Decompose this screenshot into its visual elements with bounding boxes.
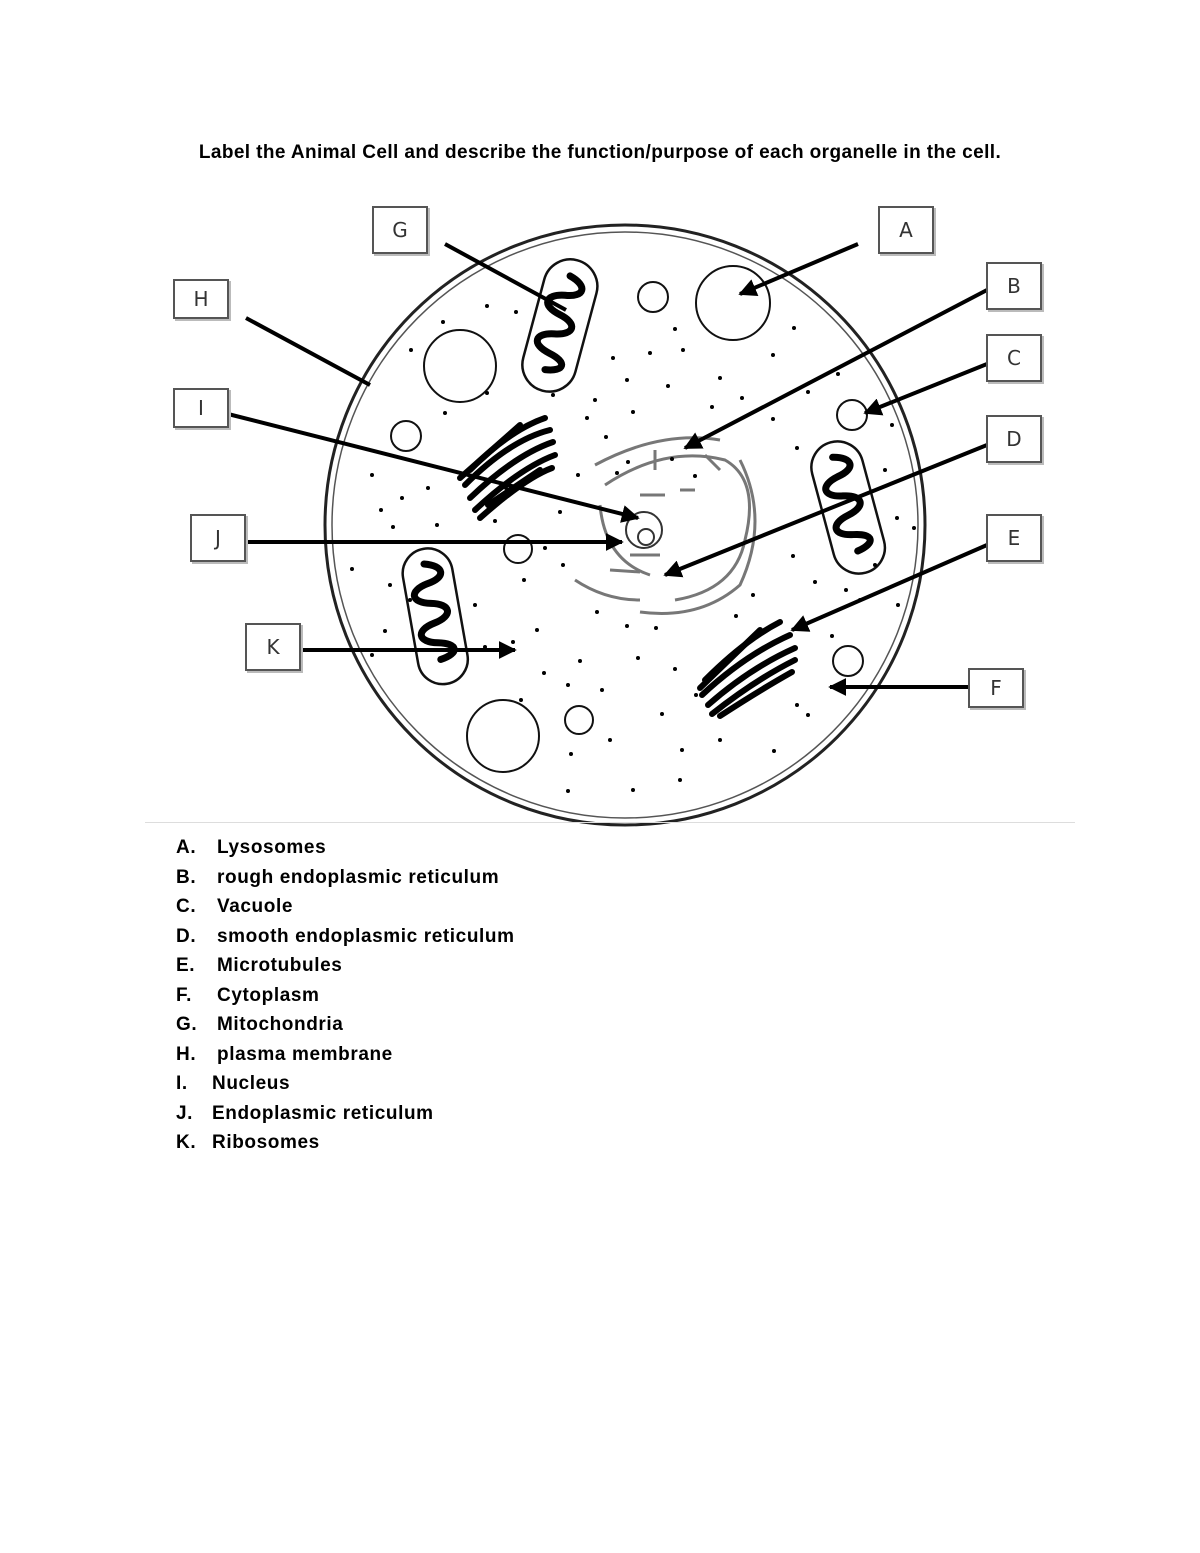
answer-key-list	[176, 833, 515, 1158]
mitochondrion-left	[399, 545, 472, 689]
label-box-e[interactable]: E	[986, 514, 1042, 562]
label-box-d[interactable]: D	[986, 415, 1042, 463]
list-item: B. rough endoplasmic reticulum	[176, 866, 500, 888]
label-box-i[interactable]: I	[173, 388, 229, 428]
list-item: I. Nucleus	[176, 1073, 291, 1094]
label-box-j[interactable]: J	[190, 514, 246, 562]
label-box-f[interactable]: F	[968, 668, 1024, 708]
divider	[145, 822, 1075, 823]
mitochondrion-top	[516, 253, 603, 397]
list-item: H. plasma membrane	[176, 1043, 393, 1065]
label-box-g[interactable]: G	[372, 206, 428, 254]
list-item: E. Microtubules	[176, 955, 343, 976]
worksheet-title: Label the Animal Cell and describe the function/purpose of each organelle in the cell.	[198, 142, 1002, 163]
golgi-bundle-upper	[460, 418, 555, 518]
label-box-a[interactable]: A	[878, 206, 934, 254]
list-item: D. smooth endoplasmic reticulum	[176, 925, 515, 947]
list-item: K. Ribosomes	[176, 1132, 320, 1153]
list-item: C. Vacuole	[176, 896, 294, 917]
label-box-c[interactable]: C	[986, 334, 1042, 382]
label-box-k[interactable]: K	[245, 623, 301, 671]
golgi-bundle-lower	[700, 622, 795, 716]
mitochondrion-right	[806, 436, 891, 580]
list-item: G. Mitochondria	[176, 1014, 344, 1035]
list-item: J. Endoplasmic reticulum	[176, 1102, 434, 1124]
list-item: A. Lysosomes	[176, 837, 327, 858]
list-item: F. Cytoplasm	[176, 984, 320, 1006]
endoplasmic-reticulum	[575, 438, 755, 614]
label-box-b[interactable]: B	[986, 262, 1042, 310]
label-box-h[interactable]: H	[173, 279, 229, 319]
